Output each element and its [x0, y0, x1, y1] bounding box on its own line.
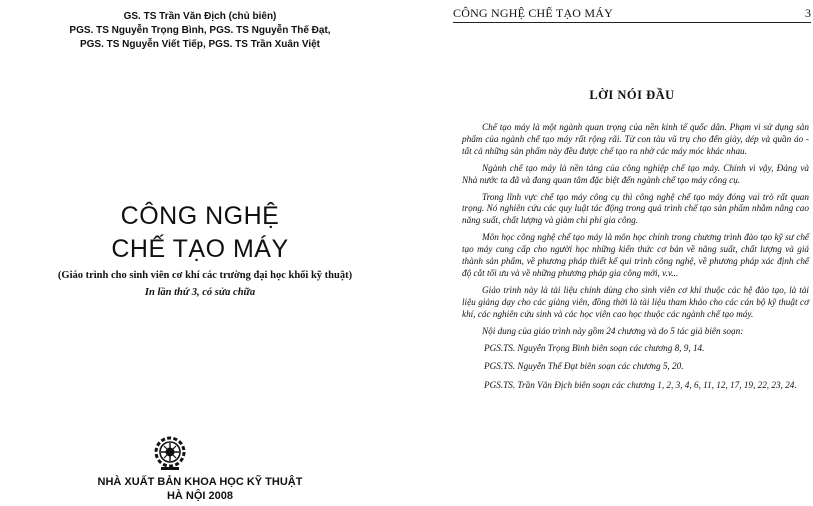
- book-title: [0, 200, 400, 266]
- paragraph: Nội dung của giáo trình này gồm 24 chương và do 5 tác giả biên soạn:: [482, 325, 744, 336]
- publisher-logo-icon: [152, 434, 188, 472]
- author-credit: PGS.TS. Nguyễn Thế Đạt biên soạn các chương 5, 20.: [484, 361, 684, 372]
- author-credit: PGS.TS. Nguyễn Trọng Bình biên soạn các chương 8, 9, 14.: [484, 342, 705, 353]
- preface-body: [462, 122, 809, 399]
- book-cover-page: [0, 0, 400, 506]
- paragraph: Ngành chế tạo máy là nền tảng của công nghiệp chế tạo máy. Chính vì vậy, Đảng và Nhà nước ta đã và đang quan tâm đặc biệt đến ngành chế tạo máy công cụ.: [462, 162, 809, 185]
- author-list: [0, 10, 400, 52]
- book-title-line: CHẾ TẠO MÁY: [111, 235, 289, 263]
- edition-note: In lần thứ 3, có sửa chữa: [144, 287, 256, 298]
- page-gutter: [400, 0, 430, 506]
- preface-page: [430, 0, 813, 506]
- preface-title: LỜI NÓI ĐẦU: [589, 88, 675, 102]
- publisher-name: NHÀ XUẤT BẢN KHOA HỌC KỸ THUẬT: [97, 476, 303, 488]
- paragraph: Trong lĩnh vực chế tạo máy công cụ thì công nghệ chế tạo máy đóng vai trò rất quan trọng. Nó nghiên cứu các quy luật tác động trong quá trình chế tạo sản phẩm nhằm nâng cao năng suất, chất lượng và giảm chi phí gia công.: [462, 191, 809, 226]
- paragraph: Chế tạo máy là một ngành quan trọng của nền kinh tế quốc dân. Phạm vi sử dụng sản phẩm của ngành chế tạo máy rất rộng rãi. Từ con tàu vũ trụ cho đến giày, dép và quần áo - tất cả những sản phẩm này đều được chế tạo ra nhờ các máy móc khác nhau.: [462, 122, 809, 156]
- author-line: GS. TS Trần Văn Địch (chủ biên): [123, 11, 277, 22]
- book-title-line: CÔNG NGHỆ: [120, 202, 280, 230]
- paragraph: Môn học công nghệ chế tạo máy là môn học chính trong chương trình đào tạo kỹ sư chế tạo máy cung cấp cho người học những kiến thức cơ bản về năng suất, chất lượng và giá thành sản phẩm, về phương pháp thiết kế qui trình công nghệ, về phương pháp xác định chế độ cắt tối ưu và về những phương pháp gia công mới, v.v...: [462, 232, 809, 278]
- page-number: 3: [805, 6, 811, 20]
- author-credit: PGS.TS. Trần Văn Địch biên soạn các chương 1, 2, 3, 4, 6, 11, 12, 17, 19, 22, 23, 24.: [484, 380, 797, 391]
- author-line: PGS. TS Nguyễn Viết Tiếp, PGS. TS Trần Xuân Việt: [79, 39, 321, 50]
- author-line: PGS. TS Nguyễn Trọng Bình, PGS. TS Nguyễn Thế Đạt,: [69, 25, 331, 36]
- running-header-title: CÔNG NGHỆ CHẾ TẠO MÁY: [453, 6, 613, 20]
- book-subtitle: (Giáo trình cho sinh viên cơ khí các trường đại học khối kỹ thuật): [57, 270, 353, 281]
- publisher-info: [0, 475, 400, 503]
- running-header: [453, 6, 811, 23]
- paragraph: Giáo trình này là tài liệu chính dùng cho sinh viên cơ khí thuộc các hệ đào tạo, là tài liệu giảng dạy cho các giảng viên, đồng thời là tài liệu tham khảo cho các cán bộ kỹ thuật cơ khí, các nghiên cứu sinh và các học viên cao học thuộc các ngành chế tạo máy.: [462, 284, 809, 319]
- publisher-city-year: HÀ NỘI 2008: [166, 490, 234, 502]
